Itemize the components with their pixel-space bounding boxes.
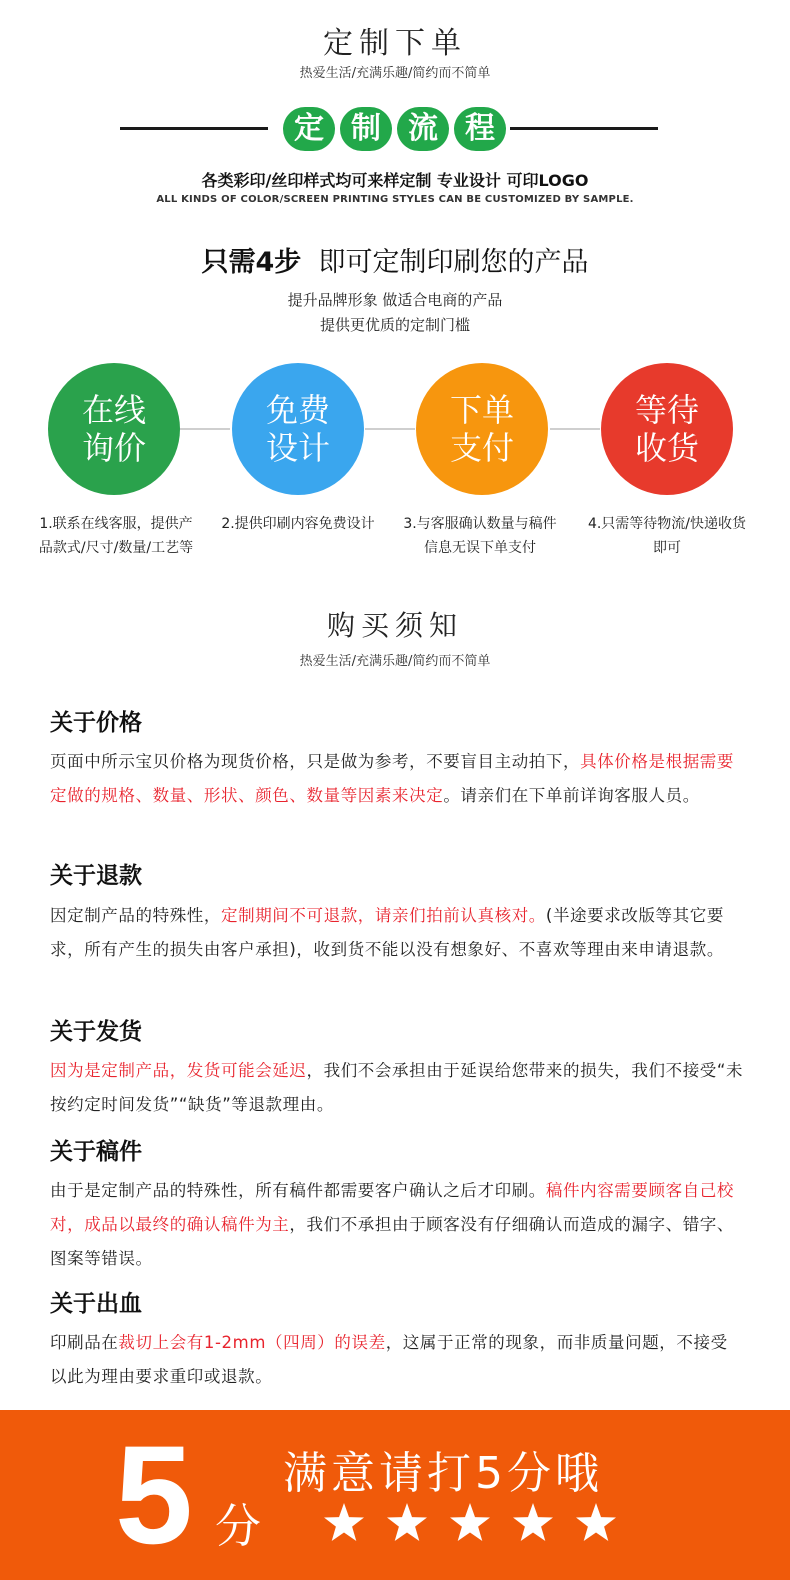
- step-3-line2: 支付: [449, 429, 514, 467]
- notes-subtitle: 热爱生活/充满乐趣/简约而不简单: [299, 654, 491, 669]
- section-bleed-heading: 关于出血: [50, 1291, 142, 1317]
- flow-char-1: 定: [283, 107, 335, 151]
- step-2-line1: 免费: [265, 391, 330, 429]
- section-refund-highlight: 定制期间不可退款，请亲们拍前认真核对。: [221, 906, 546, 925]
- section-price-text-1: 页面中所示宝贝价格为现货价格，只是做为参考，不要盲目主动拍下，: [50, 752, 581, 771]
- step-circle-delivery: [601, 363, 733, 495]
- section-refund-heading: 关于退款: [50, 863, 142, 889]
- section-price-highlight: 具体价格是根据需要定做的规格、数量、形状、颜色、数量等因素来决定: [50, 752, 735, 805]
- section-price-text-2: 。请亲们在下单前详询客服人员。: [443, 786, 700, 805]
- step-4-line1: 等待: [634, 391, 699, 429]
- flow-char-2: 制: [340, 107, 392, 151]
- step-1-desc: 1.联系在线客服，提供产品款式/尺寸/数量/工艺等: [38, 516, 194, 556]
- section-refund-text-1: 因定制产品的特殊性，: [50, 906, 221, 925]
- steps-sub-2: 提供更优质的定制门槛: [319, 316, 470, 334]
- section-bleed-text-2: ，这属于正常的现象，而非质量问题，不接受以此为理由要求重印或退款。: [50, 1333, 728, 1386]
- rating-unit: 分: [215, 1499, 261, 1553]
- section-shipping-highlight: 因为是定制产品，发货可能会延迟: [50, 1061, 307, 1080]
- step-2-desc: 2.提供印刷内容免费设计: [221, 516, 375, 532]
- section-refund-text-2: (半途要求改版等其它要求，所有产生的损失由客户承担)，收到货不能以没有想象好、不喜欢等理由来申请退款。: [50, 906, 724, 959]
- step-2-line2: 设计: [265, 429, 330, 467]
- star-icon: [387, 1503, 427, 1541]
- star-icon: [576, 1503, 616, 1541]
- divider-right: [510, 127, 658, 130]
- steps-title: [0, 240, 790, 279]
- rating-text: 满意请打5分哦: [283, 1448, 603, 1499]
- section-shipping-heading: 关于发货: [50, 1019, 142, 1045]
- section-artwork-heading: 关于稿件: [50, 1139, 142, 1165]
- flow-char-4: 程: [454, 107, 506, 151]
- star-icon: [450, 1503, 490, 1541]
- flow-slogan-cn: 各类彩印/丝印样式均可来样定制 专业设计 可印LOGO: [201, 171, 589, 190]
- step-connector-1: [180, 428, 230, 430]
- order-subtitle: 热爱生活/充满乐趣/简约而不简单: [299, 66, 491, 81]
- step-circle-inquiry: [48, 363, 180, 495]
- section-artwork-text-2: ，我们不承担由于顾客没有仔细确认而造成的漏字、错字、图案等错误。: [50, 1215, 735, 1268]
- section-artwork-highlight: 稿件内容需要顾客自己校对，成品以最终的确认稿件为主: [50, 1181, 735, 1234]
- steps-title-rest: 即可定制印刷您的产品: [318, 247, 589, 278]
- section-bleed-body: [50, 1326, 744, 1394]
- rating-stars: [322, 1498, 622, 1550]
- step-connector-3: [550, 428, 600, 430]
- steps-sub-1: 提升品牌形象 做适合电商的产品: [287, 291, 503, 309]
- section-price-heading: 关于价格: [50, 710, 142, 736]
- step-1-line2: 询价: [81, 429, 146, 467]
- star-icon: [324, 1503, 364, 1541]
- rating-big-number: 5: [115, 1416, 193, 1573]
- section-bleed-text-1: 印刷品在: [50, 1333, 119, 1352]
- section-refund-body: [50, 899, 744, 967]
- step-connector-2: [365, 428, 415, 430]
- section-price-body: [50, 745, 744, 813]
- order-title: 定制下单: [323, 26, 467, 61]
- step-circle-payment: [416, 363, 548, 495]
- section-artwork-body: [50, 1174, 744, 1276]
- section-bleed-highlight: 裁切上会有1-2mm（四周）的误差: [118, 1333, 386, 1352]
- steps-title-bold: 只需4步: [201, 247, 302, 278]
- section-shipping-body: [50, 1054, 744, 1122]
- star-icon: [513, 1503, 553, 1541]
- flow-char-3: 流: [397, 107, 449, 151]
- step-4-desc: 4.只需等待物流/快递收货即可: [587, 516, 747, 556]
- divider-left: [120, 127, 268, 130]
- step-3-line1: 下单: [449, 391, 514, 429]
- section-shipping-text-2: ，我们不会承担由于延误给您带来的损失，我们不接受“未按约定时间发货”“缺货”等退款理由。: [50, 1061, 744, 1114]
- section-artwork-text-1: 由于是定制产品的特殊性，所有稿件都需要客户确认之后才印刷。: [50, 1181, 546, 1200]
- step-circle-design: [232, 363, 364, 495]
- step-3-desc: 3.与客服确认数量与稿件信息无误下单支付: [403, 516, 557, 556]
- flow-slogan-en: ALL KINDS OF COLOR/SCREEN PRINTING STYLES CAN BE CUSTOMIZED BY SAMPLE.: [156, 194, 634, 205]
- step-1-line1: 在线: [81, 391, 146, 429]
- step-4-line2: 收货: [634, 429, 699, 467]
- notes-title: 购买须知: [326, 609, 463, 642]
